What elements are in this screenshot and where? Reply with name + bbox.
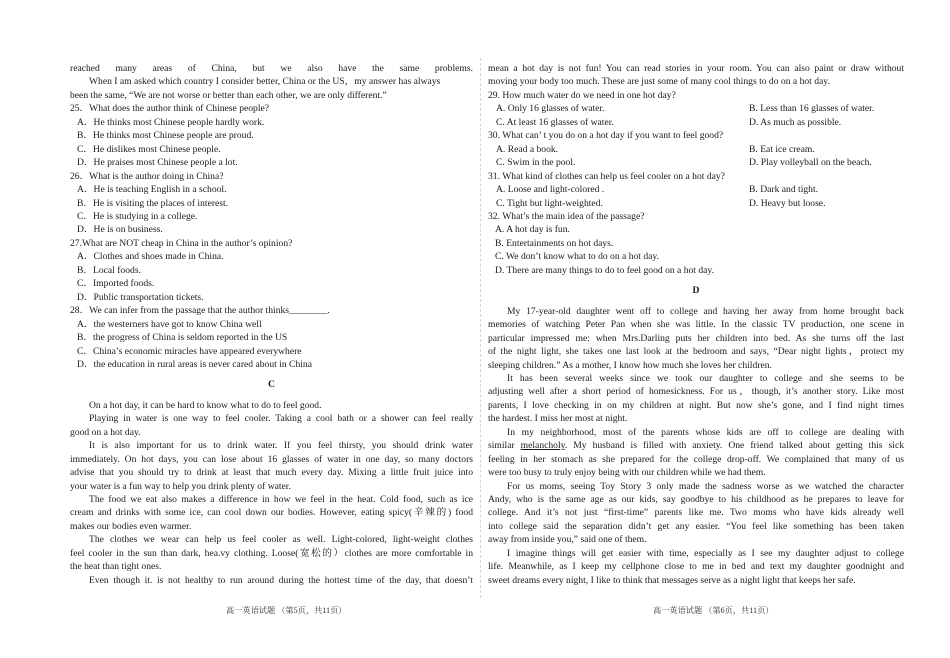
text-line: In my neighborhood, most of the parents whose kids are off to college are dealing with: [507, 426, 904, 438]
text-line: 26．What is the author doing in China?: [70, 170, 224, 182]
options-row: [488, 197, 904, 210]
text-line: good on a hot day.: [70, 426, 141, 438]
text-line: Even though it. is not healthy to run around during the hottest time of the day, that doesn’t: [89, 574, 473, 586]
text-line: For us moms, seeing Toy Story 3 only made the sadness worse as we watched the character: [507, 480, 904, 492]
option-b: B. Dark and tight.: [749, 184, 819, 196]
option-a: A. Loose and light-colored .: [496, 184, 605, 196]
text-line: A．the westerners have got to know China well: [77, 318, 262, 330]
text-line: memories of watching Peter Pan when she was little. In the classic TV production, one scene in: [488, 319, 904, 331]
text-line: It is also important for us to drink water. If you feel thirsty, you should drink water: [89, 440, 473, 452]
text-line: C．Imported foods.: [77, 278, 155, 290]
option-b: B. Less than 16 glasses of water.: [749, 103, 875, 115]
text-line: away from inside you,” said one of them.: [488, 534, 647, 546]
option-d: D. As much as possible.: [749, 116, 842, 128]
passage-c-continued: [488, 62, 904, 89]
text-line: immediately. On hot days, you can lose about 16 glasses of water in one day, so many doctors: [70, 453, 473, 465]
text-line: college. And it’s not just “first-time” parents like me. Two moms who have kids already well: [488, 507, 904, 519]
options-row: [488, 116, 904, 129]
text-line: the hardest. I miss her most at night.: [488, 413, 628, 425]
option-b: B. Eat ice cream.: [749, 143, 815, 155]
passage-d: [488, 305, 904, 440]
text-line: reached many areas of China, but we also have the same problems.: [70, 63, 473, 74]
option-c: C. At least 16 glasses of water.: [496, 116, 614, 128]
text-line: moving your body too much. These are just some of many cool things to do on a hot day.: [488, 76, 830, 88]
text-line: B．the progress of China is seldom reported in the US: [77, 332, 288, 344]
text-line: feeling in her stomach as she prepared for the college drop-off. We complained that many of us: [488, 453, 904, 465]
text-line: were too busy to truly enjoy being with our children while we had them.: [488, 467, 766, 479]
text-span: . My husband is filled with anxiety. One friend talked about getting this sick: [564, 440, 904, 452]
right-column: [488, 62, 904, 587]
text-line: advise that you should try to drink at least that much every day. Mixing a little fruit juice into: [70, 467, 473, 479]
question-stem: 32. What’s the main idea of the passage?: [488, 210, 645, 222]
text-line: D．He is on business.: [77, 224, 163, 236]
text-line: 27.What are NOT cheap in China in the author’s opinion?: [70, 237, 293, 249]
text-line: When I am asked which country I consider better, China or the US，my answer has always: [89, 76, 441, 88]
text-line: A．Clothes and shoes made in China.: [77, 251, 224, 263]
option-c: C. Swim in the pool.: [496, 157, 576, 169]
option-b: B. Entertainments on hot days.: [495, 237, 614, 249]
text-line: Andy, who is the same age as our kids, say goodbye to his childhood as he prepares to leave for: [488, 494, 904, 506]
question-stem: 30. What can’ t you do on a hot day if you want to feel good?: [488, 130, 724, 142]
text-line: feel cooler in the sun than dark, hea.vy clothing. Loose(宽松的）clothes are more comfortable in: [70, 547, 473, 559]
text-line: A．He is teaching English in a school.: [77, 184, 227, 196]
text-line: The clothes we wear can help us feel cooler as well. Light-colored, light-weight clothes: [89, 534, 473, 546]
text-line: D．Public transportation tickets.: [77, 291, 204, 303]
text-line: parents, I love checking in on my children at night. But now she’s gone, and I find night times: [488, 399, 904, 411]
options-row: [488, 102, 904, 115]
text-line: The food we eat also makes a difference in how we feel in the heat. Cold food, such as ice: [89, 494, 473, 506]
text-line: D．the education in rural areas is never cared about in China: [77, 358, 312, 370]
text-line: C．China’s economic miracles have appeared everywhere: [77, 345, 302, 357]
question-32: [488, 210, 904, 277]
text-line: B．He thinks most Chinese people are proud.: [77, 130, 254, 142]
text-line: sleeping children.” As a mother, I know how much she loves her children.: [488, 359, 772, 371]
text-line: It has been several weeks since we took our daughter to college and she seems to be: [507, 372, 904, 384]
text-line: the heat than tight ones.: [70, 561, 162, 573]
option-c: C. Tight but light-weighted.: [496, 197, 603, 209]
question-31: [488, 170, 904, 210]
question-stem: 31. What kind of clothes can help us feel cooler on a hot day?: [488, 170, 725, 182]
left-column: [70, 62, 473, 587]
text-span: similar: [488, 440, 521, 452]
section-d-heading: D: [692, 285, 700, 297]
text-line: been the same, “We are not worse or better than each other, we are only different.”: [70, 89, 387, 101]
text-line: A．He thinks most Chinese people hardly work.: [77, 116, 265, 128]
options-row: [488, 156, 904, 169]
option-d: D. Heavy but loose.: [749, 197, 826, 209]
column-divider: [480, 58, 481, 598]
page-footer-left: 高一英语试题 （第5页，共11页）: [226, 606, 347, 615]
options-row: [488, 183, 904, 196]
text-line: B．Local foods.: [77, 264, 141, 276]
passage-d-continued: [488, 453, 904, 588]
text-line: D．He praises most Chinese people a lot.: [77, 157, 238, 169]
question-30: [488, 129, 904, 169]
text-line: C．He is studying in a college.: [77, 210, 198, 222]
text-line: I imagine things will get easier with time, especially as I see my daughter adjust to college: [507, 547, 904, 559]
text-line: particular impressed me: when Mrs.Darling puts her children into bed. As she turns off the last: [488, 332, 904, 344]
text-line: of the night light, she takes one last look at the bedroom and says, “Dear night lights，protect my: [488, 346, 904, 358]
text-line: makes our bodies even warmer.: [70, 520, 192, 532]
text-line: B．He is visiting the places of interest.: [77, 197, 229, 209]
text-line: sweet dreams every night, I like to think that messages serve as a night light that keeps her safe.: [488, 574, 856, 586]
text-line: life. Meanwhile, as I keep my cellphone close to me in bed and text my daughter goodnight and: [488, 561, 904, 573]
text-line: Playing in water is one way to feel cooler. Taking a cool bath or a shower can feel really: [89, 413, 473, 425]
underlined-word-melancholy: melancholy: [520, 440, 565, 452]
text-line: adjusting well after a short period of homesickness. For us，though, it’s another story. Like most: [488, 386, 904, 398]
option-d: D. There are many things to do to feel good on a hot day.: [495, 264, 715, 276]
question-29: [488, 89, 904, 129]
text-line: your water is a fun way to help you drink plenty of water.: [70, 480, 291, 492]
text-line: mean a hot day is not fun! You can read stories in your room. You can also paint or draw without: [488, 63, 904, 74]
passage-line: [488, 439, 904, 452]
question-stem: 29. How much water do we need in one hot day?: [488, 89, 676, 101]
passage-c: [70, 399, 473, 587]
option-a: A. Read a book.: [496, 143, 559, 155]
text-line: 28．We can infer from the passage that the author thinks________.: [70, 305, 330, 317]
text-line: My 17-year-old daughter went off to college and having her away from home brought back: [507, 305, 904, 317]
option-d: D. Play volleyball on the beach.: [749, 157, 872, 169]
text-line: On a hot day, it can be hard to know what to do to feel good.: [89, 399, 322, 411]
option-c: C. We don’t know what to do on a hot day.: [495, 251, 659, 263]
text-line: C．He dislikes most Chinese people.: [77, 143, 221, 155]
text-line: into college said the separation didn’t get any easier. “You feel like something has been taken: [488, 520, 904, 532]
text-line: cream and drinks with some ice, can cool down our bodies. However, eating spicy(辛辣的) food: [70, 507, 473, 519]
section-c-heading: C: [268, 379, 275, 391]
text-line: 25．What does the author think of Chinese people?: [70, 103, 270, 115]
page-footer-right: 高一英语试题 （第6页，共11页）: [653, 606, 774, 615]
options-row: [488, 143, 904, 156]
option-a: A. Only 16 glasses of water.: [496, 103, 605, 115]
option-a: A. A hot day is fun.: [495, 224, 570, 236]
reading-b-questions: [70, 62, 473, 371]
